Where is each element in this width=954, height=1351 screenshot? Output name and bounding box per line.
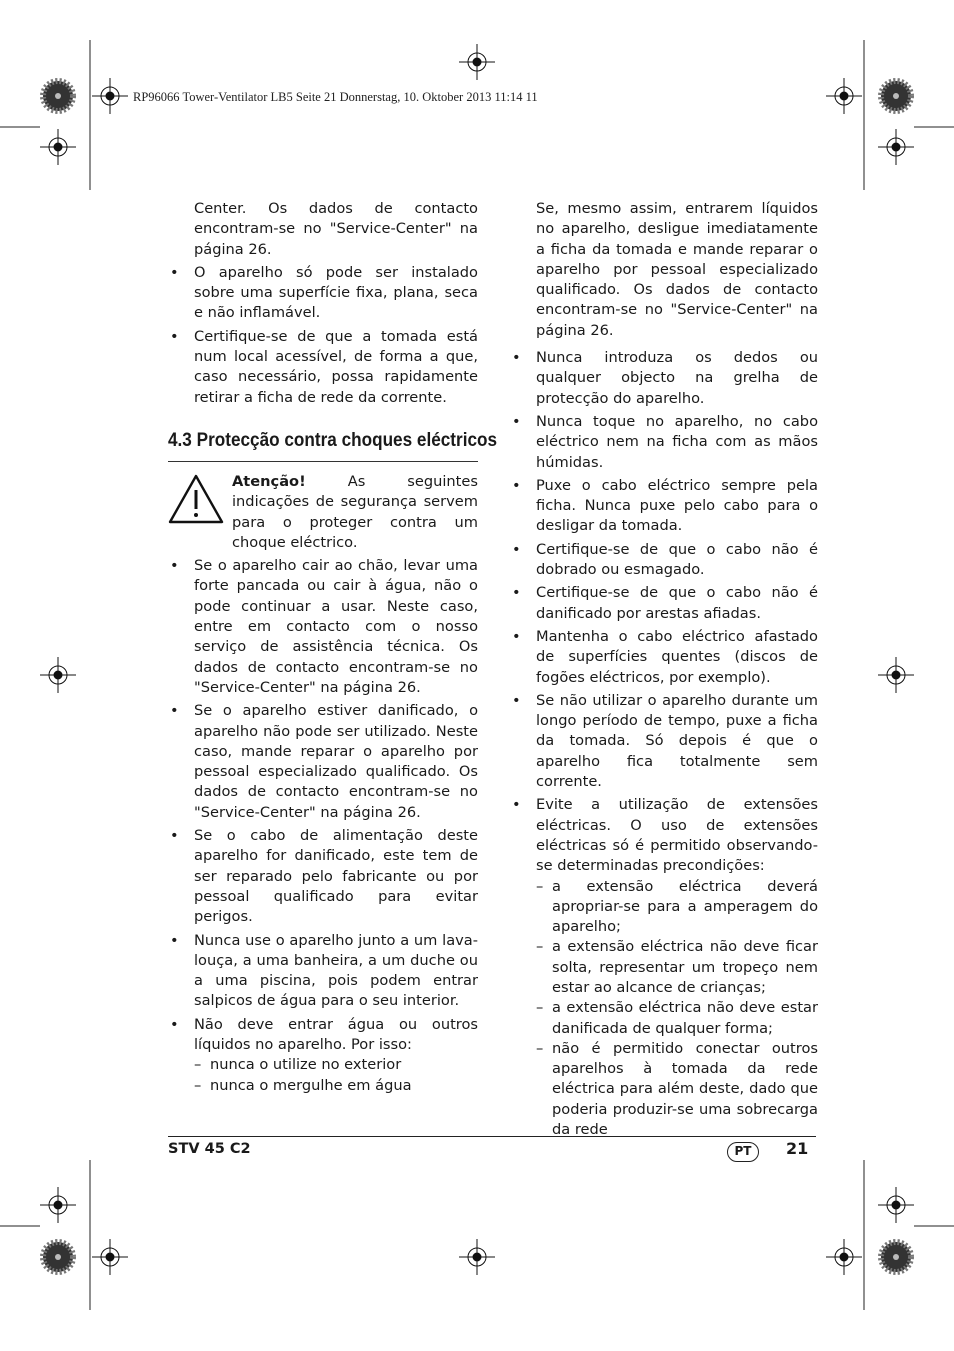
bullet-symbol: • xyxy=(512,627,521,645)
bullet-symbol: • xyxy=(170,702,179,720)
dash-symbol: – xyxy=(536,877,544,895)
bullet-symbol: • xyxy=(512,584,521,602)
sub-list-item-text: a extensão eléctrica não deve estar danificada de qualquer forma; xyxy=(552,999,818,1037)
sub-list-item-text: não é permitido conectar outros aparelhos à tomada da rede eléctrica para além deste, dado que poderia produzir-se uma sobrecarga da rede xyxy=(552,1039,818,1139)
sub-list-item xyxy=(194,1076,478,1096)
sub-list-item-text: a extensão eléctrica deverá apropriar-se para a amperagem do aparelho; xyxy=(552,877,818,936)
list-item xyxy=(168,556,478,698)
list-item-text: Nunca introduza os dedos ou qualquer objecto na grelha de protecção do aparelho. xyxy=(536,349,818,407)
bullet-symbol: • xyxy=(170,931,179,949)
warning-triangle-icon xyxy=(168,472,232,553)
list-item xyxy=(168,701,478,823)
left-column xyxy=(168,199,498,1096)
list-item-text: Puxe o cabo eléctrico sempre pela ficha. Nunca puxe pelo cabo para o desligar da tomada. xyxy=(536,476,818,535)
sub-list-item-text: nunca o mergulhe em água xyxy=(210,1076,412,1094)
list-item xyxy=(510,583,818,624)
list-item-text: Nunca use o aparelho junto a um lava-louça, a uma banheira, a um duche ou a uma piscina, pois podem entrar salpicos de água para o seu interior. xyxy=(194,931,478,1010)
heading-divider xyxy=(168,461,478,462)
bullet-symbol: • xyxy=(170,263,179,281)
warning-label: Atenção! xyxy=(232,472,306,490)
list-item xyxy=(168,931,478,1012)
bullet-symbol: • xyxy=(170,827,179,845)
bullet-symbol: • xyxy=(170,557,179,575)
list-item xyxy=(168,327,478,408)
sub-list-item-text: nunca o utilize no exterior xyxy=(210,1056,402,1074)
print-header: RP96066 Tower-Ventilator LB5 Seite 21 Donnerstag, 10. Oktober 2013 11:14 11 xyxy=(133,90,538,104)
list-item-text: Se o cabo de alimentação deste aparelho for danificado, este tem de ser reparado pelo fabricante ou por pessoal qualificado para evitar perigos. xyxy=(194,827,478,926)
list-item-text: Não deve entrar água ou outros líquidos no aparelho. Por isso: xyxy=(194,1015,478,1053)
list-item-text: Se o aparelho estiver danificado, o aparelho não pode ser utilizado. Neste caso, mande reparar o aparelho por pessoal especializado qualificado. Os dados de contacto encontram-se no "Service-Center" na página 26. xyxy=(194,702,478,821)
bullet-symbol: • xyxy=(170,1015,179,1033)
list-item-text: Nunca toque no aparelho, no cabo eléctrico nem na ficha com as mãos húmidas. xyxy=(536,412,818,471)
list-item-text: Certifique-se de que o cabo não é dobrado ou esmagado. xyxy=(536,540,818,579)
sub-list-item xyxy=(536,1039,818,1140)
dash-symbol: – xyxy=(536,1039,544,1057)
bullet-symbol: • xyxy=(512,540,521,558)
list-item-text: Certifique-se de que o cabo não é danificado por arestas afiadas. xyxy=(536,584,818,622)
sub-list-item xyxy=(536,998,818,1039)
warning-block xyxy=(168,472,478,553)
bullet-symbol: • xyxy=(170,327,179,345)
dash-symbol: – xyxy=(536,999,544,1017)
list-item xyxy=(168,1015,478,1056)
bullet-symbol: • xyxy=(512,412,521,430)
warning-body: As seguintes indicações de segurança servem para o proteger contra um choque eléctrico. xyxy=(232,472,478,551)
list-item xyxy=(168,263,478,324)
list-item-text: Se não utilizar o aparelho durante um longo período de tempo, puxe a ficha da tomada. Só depois é que o aparelho fica totalmente sem corrente. xyxy=(536,691,818,791)
warning-text xyxy=(232,472,478,553)
sub-list-item-text: a extensão eléctrica não deve ficar solta, representar um tropeço nem estar ao alcance de crianças; xyxy=(552,938,818,996)
list-item-text: Mantenha o cabo eléctrico afastado de superfícies quentes (discos de fogões eléctricos, por exemplo). xyxy=(536,627,818,686)
list-item xyxy=(168,826,478,927)
list-item-text: Certifique-se de que a tomada está num local acessível, de forma a que, caso necessário, possa rapidamente retirar a ficha de rede da corrente. xyxy=(194,327,478,406)
dash-symbol: – xyxy=(194,1056,202,1074)
list-item xyxy=(510,412,818,473)
bullet-symbol: • xyxy=(512,476,521,494)
right-column xyxy=(510,199,818,1140)
footer-divider xyxy=(168,1136,816,1137)
language-badge: PT xyxy=(727,1142,759,1162)
right-intro-paragraph: Se, mesmo assim, entrarem líquidos no aparelho, desligue imediatamente a ficha da tomada e mande reparar o aparelho por pessoal especializado qualificado. Os dados de contacto encontram-se no "Service-Center" na página 26. xyxy=(536,200,818,339)
sub-list-item xyxy=(536,937,818,998)
left-intro-paragraph: Center. Os dados de contacto encontram-se no "Service-Center" na página 26. xyxy=(194,200,478,258)
footer-model: STV 45 C2 xyxy=(168,1141,251,1157)
dash-symbol: – xyxy=(194,1076,202,1094)
list-item xyxy=(510,476,818,537)
list-item-text: O aparelho só pode ser instalado sobre uma superfície fixa, plana, seca e não inflamável. xyxy=(194,263,478,322)
list-item xyxy=(510,348,818,409)
sub-list-item xyxy=(536,877,818,938)
sub-list-item xyxy=(194,1055,478,1075)
list-item-text: Evite a utilização de extensões eléctricas. O uso de extensões eléctricas só é permitido observando-se determinadas precondições: xyxy=(536,796,818,875)
page-number: 21 xyxy=(786,1139,809,1158)
list-item xyxy=(510,540,818,581)
bullet-symbol: • xyxy=(512,691,521,709)
list-item xyxy=(510,627,818,688)
section-heading: 4.3 Protecção contra choques eléctricos xyxy=(168,428,498,451)
bullet-symbol: • xyxy=(512,796,521,814)
list-item xyxy=(510,691,818,792)
list-item-text: Se o aparelho cair ao chão, levar uma forte pancada ou cair à água, não o pode continuar a usar. Neste caso, entre em contacto com o nosso serviço de assistência técnica. Os dados de contacto encontram-se no "Service-Center" na página 26. xyxy=(194,557,478,696)
list-item xyxy=(510,795,818,876)
bullet-symbol: • xyxy=(512,349,521,367)
dash-symbol: – xyxy=(536,938,544,956)
